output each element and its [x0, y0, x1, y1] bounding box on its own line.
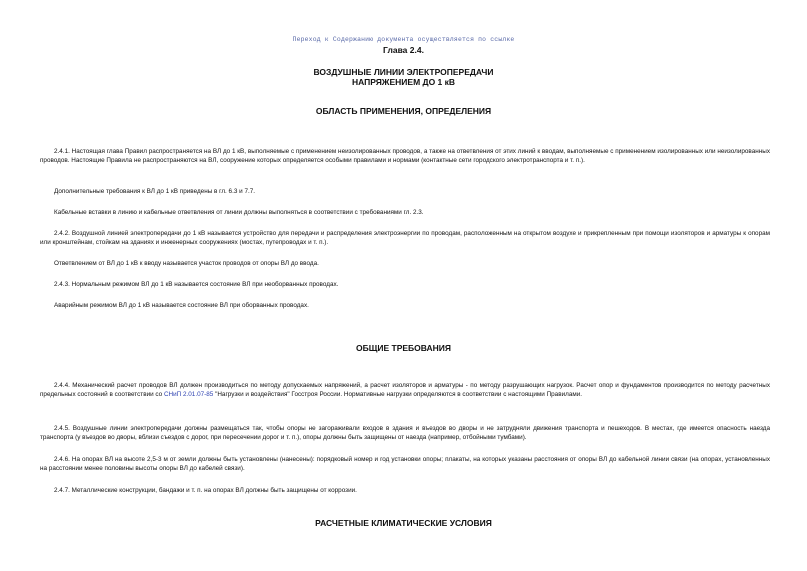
snip-link[interactable]: СНиП 2.01.07-85 [163, 390, 214, 398]
title-line-1: ВОЗДУШНЫЕ ЛИНИИ ЭЛЕКТРОПЕРЕДАЧИ [313, 67, 494, 77]
paragraph-additional-requirements: Дополнительные требования к ВЛ до 1 кВ приведены в гл. 6.3 и 7.7. [54, 188, 256, 195]
title-line-2: НАПРЯЖЕНИЕМ ДО 1 кВ [351, 77, 456, 87]
document-title [0, 67, 807, 87]
table-of-contents-note[interactable]: Переход к Содержанию документа осуществляется по ссылке [292, 36, 515, 43]
paragraph-branch-definition: Ответвлением от ВЛ до 1 кВ к вводу называется участок проводов от опоры ВЛ до ввода. [54, 260, 319, 267]
section-heading-general: ОБЩИЕ ТРЕБОВАНИЯ [356, 343, 451, 353]
paragraph-2-4-3: 2.4.3. Нормальным режимом ВЛ до 1 кВ называется состояние ВЛ при необорванных проводах. [54, 281, 339, 288]
section-heading-climatic: РАСЧЕТНЫЕ КЛИМАТИЧЕСКИЕ УСЛОВИЯ [315, 518, 492, 528]
paragraph-2-4-7: 2.4.7. Металлические конструкции, бандажи и т. п. на опорах ВЛ должны быть защищены от коррозии. [54, 487, 357, 494]
paragraph-2-4-5: 2.4.5. Воздушные линии электропередачи должны размещаться так, чтобы опоры не загораживали входов в здания и въездов во дворы и не затрудняли движения транспорта и пешеходов. В местах, где имеется опасность наезда транспорта (у въездов во дворы, вблизи съездов с дорог, при пересечении дорог и т. п.), опоры должны быть защищены от наезда (например, отбойными тумбами). [40, 425, 770, 441]
paragraph-2-4-4 [40, 382, 770, 399]
section-heading-scope: ОБЛАСТЬ ПРИМЕНЕНИЯ, ОПРЕДЕЛЕНИЯ [315, 106, 492, 116]
paragraph-emergency-mode: Аварийным режимом ВЛ до 1 кВ называется состояние ВЛ при оборванных проводах. [54, 302, 309, 309]
paragraph-2-4-4-text-a: 2.4.4. Механический расчет проводов ВЛ должен производиться по методу допускаемых напряжений, а расчет изоляторов и арматуры - по методу разрушающих нагрузок. Расчет опор и фундаментов производится по методу расчетных предельных состояний в соответствии со [40, 382, 770, 398]
chapter-heading: Глава 2.4. [383, 45, 424, 55]
paragraph-2-4-4-text-b: "Нагрузки и воздействия" Госстроя России. Нормативные нагрузки определяются в соответствии с настоящими Правилами. [213, 390, 583, 398]
paragraph-2-4-1: 2.4.1. Настоящая глава Правил распространяется на ВЛ до 1 кВ, выполняемые с применением неизолированных проводов, а также на ответвления от этих линий к вводам, выполняемые с применением изолированных или неизолированных проводов. Настоящие Правила не распространяются на ВЛ, сооружение которых определяется особыми правилами и нормами (контактные сети городского электротранспорта и т. п.). [40, 148, 770, 164]
paragraph-cable-inserts: Кабельные вставки в линию и кабельные ответвления от линии должны выполняться в соответствии с требованиями гл. 2.3. [54, 209, 424, 216]
paragraph-2-4-6: 2.4.6. На опорах ВЛ на высоте 2,5-3 м от земли должны быть установлены (нанесены): порядковый номер и год установки опоры; плакаты, на которых указаны расстояния от опоры ВЛ до кабельной линии связи (на опорах, установленных на расстоянии менее половины высоты опоры ВЛ до кабелей связи). [40, 456, 770, 472]
paragraph-2-4-2: 2.4.2. Воздушной линией электропередачи до 1 кВ называется устройство для передачи и распределения электроэнергии по проводам, расположенным на открытом воздухе и прикрепленным при помощи изоляторов и арматуры к опорам или кронштейнам, стойкам на зданиях и инженерных сооружениях (мостах, путепроводах и т. п.). [40, 230, 770, 246]
